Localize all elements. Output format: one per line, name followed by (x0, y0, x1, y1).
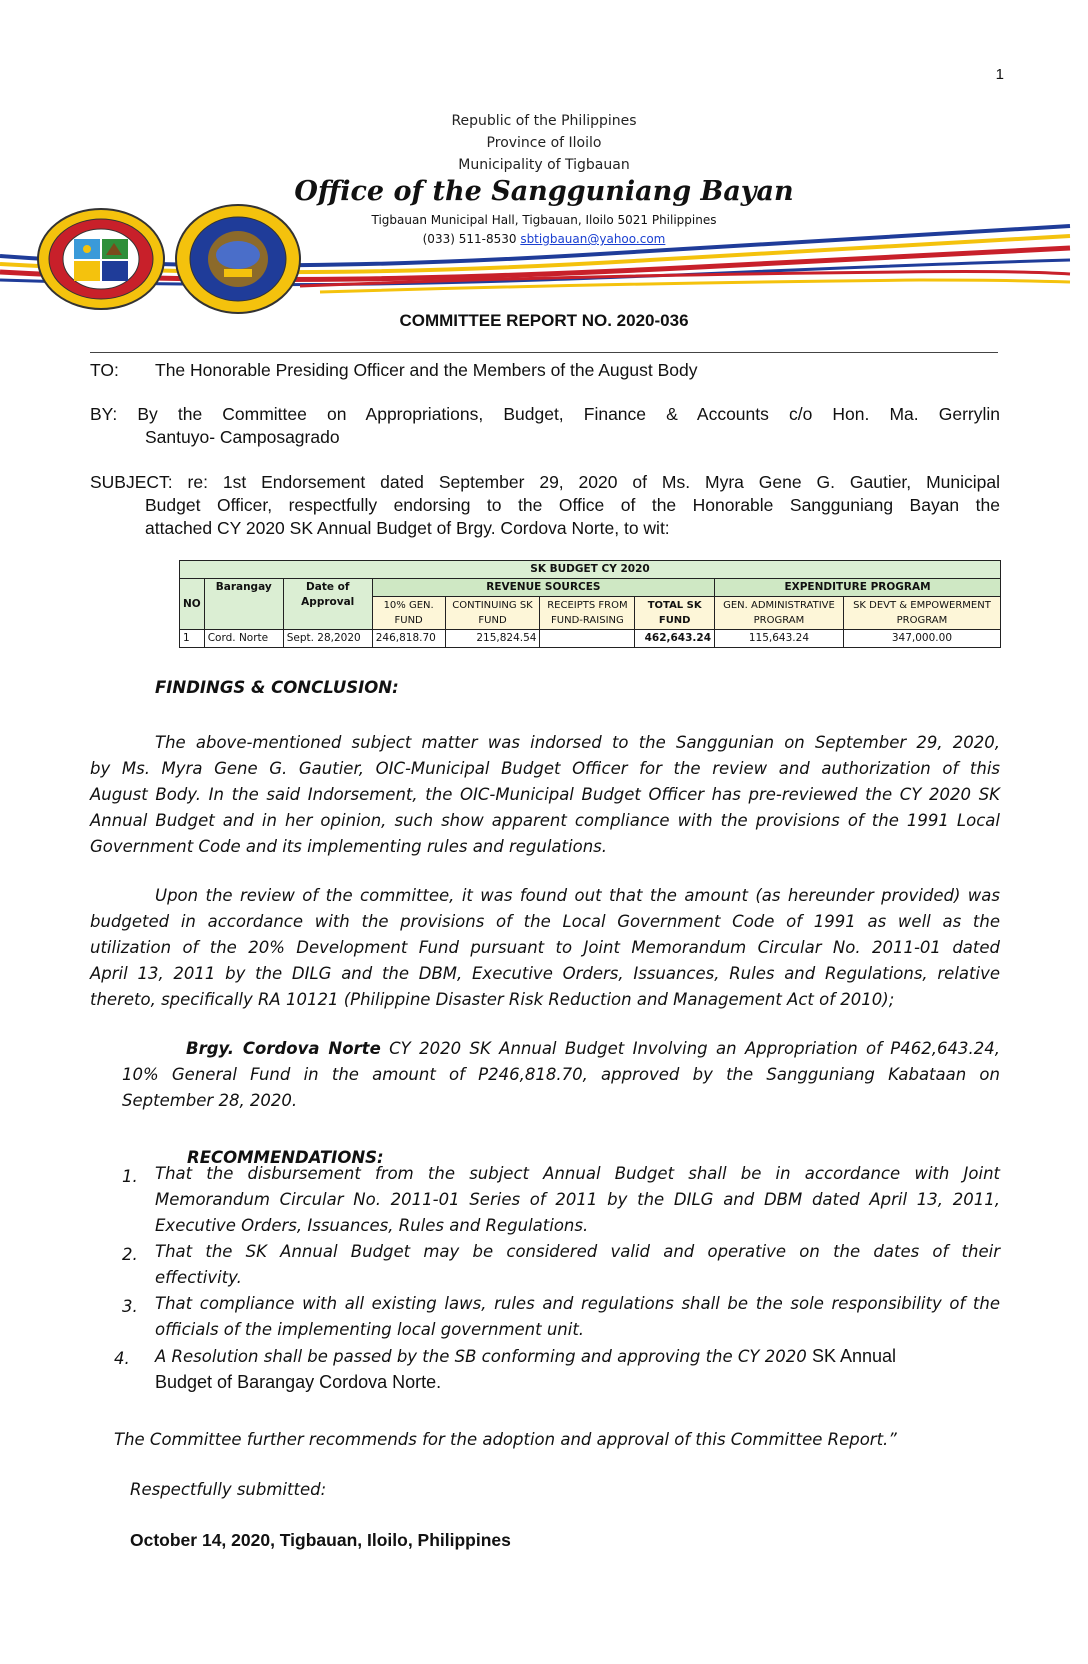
cell-total: 462,643.24 (635, 630, 715, 648)
subject-line-1: SUBJECT: re: 1st Endorsement dated September 29, 2020 of Ms. Myra Gene G. Gautier, Municipal (90, 472, 1000, 492)
cell-barangay: Cord. Norte (204, 630, 283, 648)
to-text: The Honorable Presiding Officer and the Members of the August Body (155, 360, 698, 380)
rec2-line: That the SK Annual Budget may be considered valid and operative on the dates of their (155, 1242, 1000, 1261)
closing-statement: The Committee further recommends for the adoption and approval of this Committee Report.” (114, 1430, 897, 1449)
to-label: TO: (90, 360, 119, 380)
rec3-line: That compliance with all existing laws, rules and regulations shall be the sole responsibility of the (155, 1294, 1000, 1313)
para2-line: thereto, specifically RA 10121 (Philippine Disaster Risk Reduction and Management Act of 2010); (90, 990, 895, 1009)
para2-line: budgeted in accordance with the provisions of the Local Government Code of 1991 as well as the (90, 912, 1000, 931)
rec2-line: effectivity. (155, 1268, 242, 1287)
cell-date: Sept. 28,2020 (283, 630, 372, 648)
para1-line: Government Code and its implementing rules and regulations. (90, 837, 607, 856)
findings-paragraph-2 (90, 883, 1000, 1013)
office-contact (0, 232, 1088, 246)
col-header-date: Date of Approval (283, 579, 372, 630)
cell-admin: 115,643.24 (715, 630, 844, 648)
revenue-sources-header: REVENUE SOURCES (372, 579, 714, 597)
para1-line: Annual Budget and in her opinion, such show apparent compliance with the provisions of the 1991 Local (90, 811, 1000, 830)
col-header-total: TOTAL SK FUND (635, 597, 715, 630)
office-email-link[interactable]: sbtigbauan@yahoo.com (520, 232, 666, 246)
para2-line: utilization of the 20% Development Fund pursuant to Joint Memorandum Circular No. 2011-01 dated (90, 938, 1000, 957)
date-line: October 14, 2020, Tigbauan, Iloilo, Philippines (130, 1530, 511, 1550)
col-header-receipts: RECEIPTS FROM FUND-RAISING (540, 597, 635, 630)
col-header-admin: GEN. ADMINISTRATIVE PROGRAM (715, 597, 844, 630)
rec1-line: Memorandum Circular No. 2011-01 Series of 2011 by the DILG and DBM dated April 13, 2011, (155, 1190, 1000, 1209)
header-province: Province of Iloilo (486, 135, 602, 151)
recommendation-item-4 (155, 1343, 896, 1370)
para3-line-1 (122, 1036, 1000, 1062)
page-number: 1 (995, 66, 1004, 83)
cell-devt: 347,000.00 (843, 630, 1000, 648)
cell-no: 1 (180, 630, 205, 648)
col-header-no: NO (180, 579, 205, 630)
rec-number: 3. (122, 1297, 138, 1316)
table-title: SK BUDGET CY 2020 (180, 561, 1001, 579)
col-header-devt: SK DEVT & EMPOWERMENT PROGRAM (843, 597, 1000, 630)
cell-receipts (540, 630, 635, 648)
col-header-gen-fund: 10% GEN. FUND (372, 597, 445, 630)
col-header-barangay: Barangay (204, 579, 283, 630)
subject-line-3: attached CY 2020 SK Annual Budget of Brgy. Cordova Norte, to wit: (145, 518, 670, 538)
appropriation-paragraph (122, 1036, 1000, 1114)
office-title: Office of the Sangguniang Bayan (294, 176, 794, 207)
para3-line-1-rest: CY 2020 SK Annual Budget Involving an Appropriation of P462,643.24, (380, 1039, 1000, 1058)
para1-line: The above-mentioned subject matter was indorsed to the Sanggunian on September 29, 2020, (155, 733, 1000, 752)
report-title: COMMITTEE REPORT NO. 2020-036 (399, 311, 689, 330)
para1-line: by Ms. Myra Gene G. Gautier, OIC-Municipal Budget Officer for the review and authorization of this (90, 759, 1000, 778)
col-header-continuing: CONTINUING SK FUND (445, 597, 540, 630)
header-municipality: Municipality of Tigbauan (458, 157, 630, 173)
para1-line: August Body. In the said Indorsement, the OIC-Municipal Budget Officer has pre-reviewed the CY 2020 SK (90, 785, 1000, 804)
rec1-line: Executive Orders, Issuances, Rules and Regulations. (155, 1216, 589, 1235)
recommendation-item-3 (155, 1291, 1000, 1343)
cell-continuing: 215,824.54 (445, 630, 540, 648)
table-row (180, 630, 1001, 648)
para2-line: April 13, 2011 by the DILG and the DBM, Executive Orders, Issuances, Rules and Regulations, relative (90, 964, 1000, 983)
respectfully-submitted: Respectfully submitted: (130, 1480, 327, 1499)
para3-bold-lead: Brgy. Cordova Norte (186, 1039, 381, 1058)
rec-number: 4. (114, 1349, 130, 1368)
cell-gen-fund: 246,818.70 (372, 630, 445, 648)
expenditure-program-header: EXPENDITURE PROGRAM (715, 579, 1001, 597)
para3-line-3: September 28, 2020. (122, 1091, 298, 1110)
para3-line-2: 10% General Fund in the amount of P246,818.70, approved by the Sangguniang Kabataan on (122, 1065, 1000, 1084)
para2-line: Upon the review of the committee, it was found out that the amount (as hereunder provided) was (155, 886, 1000, 905)
sk-budget-table (179, 560, 1001, 648)
rec4-line-1-italic: A Resolution shall be passed by the SB conforming and approving the CY 2020 (155, 1347, 812, 1366)
rec-number: 1. (122, 1167, 138, 1186)
office-address: Tigbauan Municipal Hall, Tigbauan, Iloilo 5021 Philippines (371, 213, 717, 227)
office-phone: (033) 511-8530 (422, 232, 517, 246)
recommendation-item-2 (155, 1239, 1000, 1291)
recommendations-heading: RECOMMENDATIONS: (187, 1148, 384, 1167)
by-line-2: Santuyo- Camposagrado (145, 427, 340, 447)
by-line-1: BY: By the Committee on Appropriations, Budget, Finance & Accounts c/o Hon. Ma. Gerrylin (90, 404, 1000, 424)
rec4-line-2: Budget of Barangay Cordova Norte. (155, 1372, 442, 1392)
rec3-line: officials of the implementing local government unit. (155, 1320, 585, 1339)
subject-line-2: Budget Officer, respectfully endorsing to the Office of the Honorable Sangguniang Bayan the (145, 495, 1000, 515)
title-rule (90, 352, 998, 353)
recommendation-item-1 (155, 1161, 1000, 1239)
findings-paragraph-1 (90, 730, 1000, 860)
header-republic: Republic of the Philippines (451, 113, 637, 129)
rec4-line-1-plain: SK Annual (811, 1346, 897, 1366)
rec1-line: That the disbursement from the subject Annual Budget shall be in accordance with Joint (155, 1164, 1000, 1183)
findings-heading: FINDINGS & CONCLUSION: (155, 678, 399, 697)
rec-number: 2. (122, 1245, 138, 1264)
